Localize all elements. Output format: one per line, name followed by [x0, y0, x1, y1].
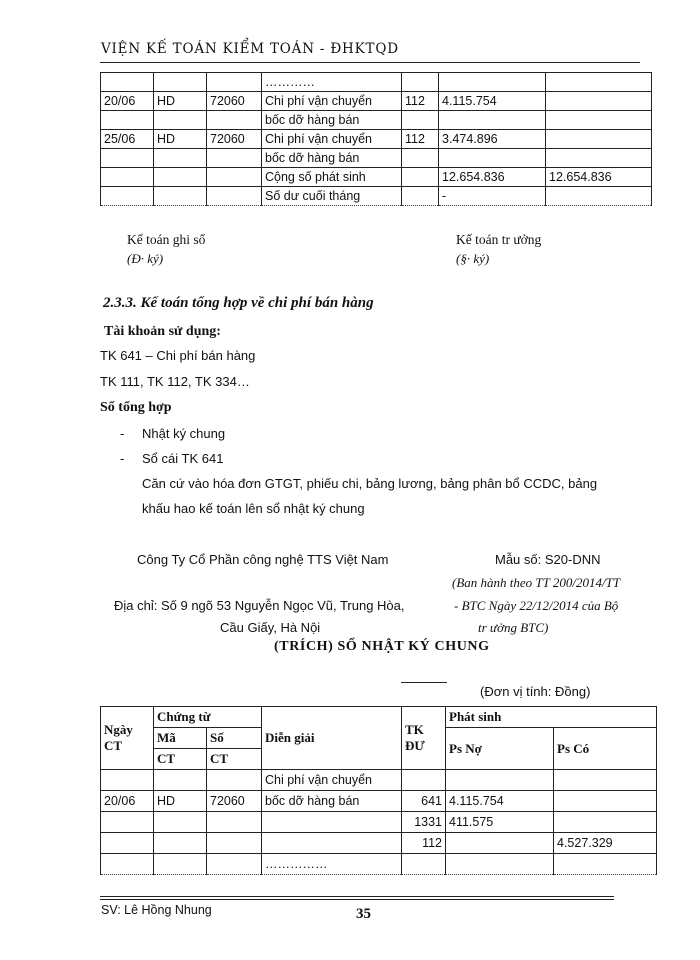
book-item: Sổ cái TK 641	[142, 451, 224, 466]
table-cell: 72060	[207, 92, 262, 111]
table-cell: Số dư cuối tháng	[262, 187, 402, 206]
table-row	[101, 770, 657, 791]
title-underline	[401, 682, 447, 683]
footer-divider	[100, 896, 614, 897]
table-cell: HD	[154, 92, 207, 111]
account-line-1: TK 641 – Chi phí bán hàng	[100, 348, 256, 363]
table-cell: 4.527.329	[554, 833, 657, 854]
general-journal-table	[100, 706, 657, 875]
header-number: Số	[207, 728, 262, 749]
table-cell	[154, 854, 207, 875]
table-cell	[207, 833, 262, 854]
table-cell	[439, 111, 546, 130]
signature-left-title: Kế toán ghi sổ	[127, 232, 206, 247]
table-cell	[554, 812, 657, 833]
header-account: TK ĐƯ	[402, 707, 446, 770]
header-divider	[100, 62, 640, 63]
table-cell: 72060	[207, 791, 262, 812]
signature-right-title: Kế toán tr ưởng	[456, 232, 542, 247]
table-cell	[402, 187, 439, 206]
table-cell	[207, 168, 262, 187]
table-cell	[402, 168, 439, 187]
table-cell: -	[439, 187, 546, 206]
header-incurred: Phát sinh	[446, 707, 657, 728]
header-date: Ngày CT	[101, 707, 154, 770]
table-cell	[207, 187, 262, 206]
table-cell	[207, 111, 262, 130]
table-cell: 12.654.836	[546, 168, 652, 187]
table-cell	[154, 111, 207, 130]
table-cell	[101, 187, 154, 206]
table-cell	[554, 791, 657, 812]
table-cell	[101, 73, 154, 92]
table-cell	[402, 770, 446, 791]
table-cell	[546, 130, 652, 149]
table-cell: 4.115.754	[439, 92, 546, 111]
table-cell: bốc dỡ hàng bán	[262, 791, 402, 812]
form-note-2: - BTC Ngày 22/12/2014 của Bộ	[454, 598, 619, 613]
table-cell: ……………	[262, 854, 402, 875]
table-cell	[546, 149, 652, 168]
table-cell	[446, 770, 554, 791]
table-row	[101, 812, 657, 833]
company-name: Công Ty Cổ Phần công nghệ TTS Việt Nam	[137, 552, 389, 567]
table-row	[101, 73, 652, 92]
paragraph-line-1: Căn cứ vào hóa đơn GTGT, phiếu chi, bảng lương, bảng phân bổ CCDC, bảng	[142, 476, 598, 491]
account-line-2: TK 111, TK 112, TK 334…	[100, 374, 250, 389]
table-cell	[402, 73, 439, 92]
table-row	[101, 149, 652, 168]
table-cell: 641	[402, 791, 446, 812]
table-cell: 72060	[207, 130, 262, 149]
table-cell	[154, 812, 207, 833]
table-row	[101, 130, 652, 149]
page-header: VIỆN KẾ TOÁN KIỂM TOÁN - ĐHKTQD	[101, 41, 399, 57]
table-cell	[207, 770, 262, 791]
table-cell	[207, 812, 262, 833]
table-cell	[546, 73, 652, 92]
table-cell	[101, 111, 154, 130]
journal-title: (TRÍCH) SỔ NHẬT KÝ CHUNG	[274, 639, 490, 654]
table-cell	[101, 854, 154, 875]
student-name: SV: Lê Hồng Nhung	[101, 903, 212, 917]
company-address-1: Địa chỉ: Số 9 ngõ 53 Nguyễn Ngọc Vũ, Trung Hòa,	[114, 598, 405, 613]
table-cell	[101, 770, 154, 791]
table-cell: 3.474.896	[439, 130, 546, 149]
header-credit: Ps Có	[554, 728, 657, 770]
table-cell: Chi phí vận chuyển	[262, 770, 402, 791]
table-cell	[554, 770, 657, 791]
table-row	[101, 833, 657, 854]
table-cell: 411.575	[446, 812, 554, 833]
table-row	[101, 854, 657, 875]
table-cell	[402, 111, 439, 130]
page-number: 35	[356, 906, 371, 922]
table-cell	[101, 149, 154, 168]
table-cell	[207, 854, 262, 875]
table-cell	[154, 149, 207, 168]
table-row	[101, 111, 652, 130]
table-cell	[207, 149, 262, 168]
table-cell	[439, 73, 546, 92]
table-cell: 20/06	[101, 92, 154, 111]
books-label: Sổ tổng hợp	[100, 400, 172, 415]
header-description: Diễn giải	[262, 707, 402, 770]
table-row	[101, 92, 652, 111]
table-cell	[207, 73, 262, 92]
header-debit: Ps Nợ	[446, 728, 554, 770]
table-cell: 25/06	[101, 130, 154, 149]
header-code: Mã	[154, 728, 207, 749]
table-row	[101, 791, 657, 812]
account-label: Tài khoản sử dụng:	[104, 324, 221, 339]
header-code-2: CT	[154, 749, 207, 770]
book-item: Nhật ký chung	[142, 426, 226, 441]
bullet-dash: -	[120, 451, 125, 466]
table-cell	[154, 770, 207, 791]
table-cell: Cộng số phát sinh	[262, 168, 402, 187]
table-cell	[439, 149, 546, 168]
table-cell	[101, 833, 154, 854]
header-number-2: CT	[207, 749, 262, 770]
table-cell	[154, 168, 207, 187]
table-cell	[546, 187, 652, 206]
table-cell	[546, 111, 652, 130]
table-cell: 12.654.836	[439, 168, 546, 187]
table-cell: …………	[262, 73, 402, 92]
table-cell: bốc dỡ hàng bán	[262, 111, 402, 130]
unit-note: (Đơn vị tính: Đồng)	[480, 684, 591, 699]
table-cell: bốc dỡ hàng bán	[262, 149, 402, 168]
table-row	[101, 168, 652, 187]
table-cell	[154, 187, 207, 206]
table-cell: HD	[154, 791, 207, 812]
table-cell: 1331	[402, 812, 446, 833]
table-cell	[262, 833, 402, 854]
form-note-1: (Ban hành theo TT 200/2014/TT	[452, 575, 621, 590]
table-cell	[446, 833, 554, 854]
form-number: Mẫu số: S20-DNN	[495, 552, 601, 567]
table-cell: Chi phí vận chuyển	[262, 92, 402, 111]
table-cell	[402, 149, 439, 168]
header-voucher: Chứng từ	[154, 707, 262, 728]
signature-right-note: (§· ký)	[456, 251, 490, 266]
table-cell	[446, 854, 554, 875]
table-cell	[402, 854, 446, 875]
paragraph-line-2: khấu hao kế toán lên sổ nhật ký chung	[142, 501, 365, 516]
table-cell: HD	[154, 130, 207, 149]
company-address-2: Cầu Giấy, Hà Nội	[220, 620, 321, 635]
signature-left-note: (Đ· ký)	[127, 251, 164, 266]
table-row	[101, 187, 652, 206]
table-cell: 112	[402, 130, 439, 149]
section-title: 2.3.3. Kế toán tổng hợp về chi phí bán hàng	[103, 295, 374, 311]
table-cell: 20/06	[101, 791, 154, 812]
table-cell: 112	[402, 833, 446, 854]
table-cell	[154, 833, 207, 854]
table-cell: 112	[402, 92, 439, 111]
bullet-dash: -	[120, 426, 125, 441]
table-cell	[101, 812, 154, 833]
footer-divider	[100, 899, 614, 900]
form-note-3: tr ưởng BTC)	[478, 620, 549, 635]
table-cell	[554, 854, 657, 875]
table-cell	[154, 73, 207, 92]
table-cell: Chi phí vận chuyển	[262, 130, 402, 149]
table-cell	[101, 168, 154, 187]
ledger-continuation-table	[100, 72, 652, 206]
table-cell: 4.115.754	[446, 791, 554, 812]
table-cell	[262, 812, 402, 833]
table-cell	[546, 92, 652, 111]
